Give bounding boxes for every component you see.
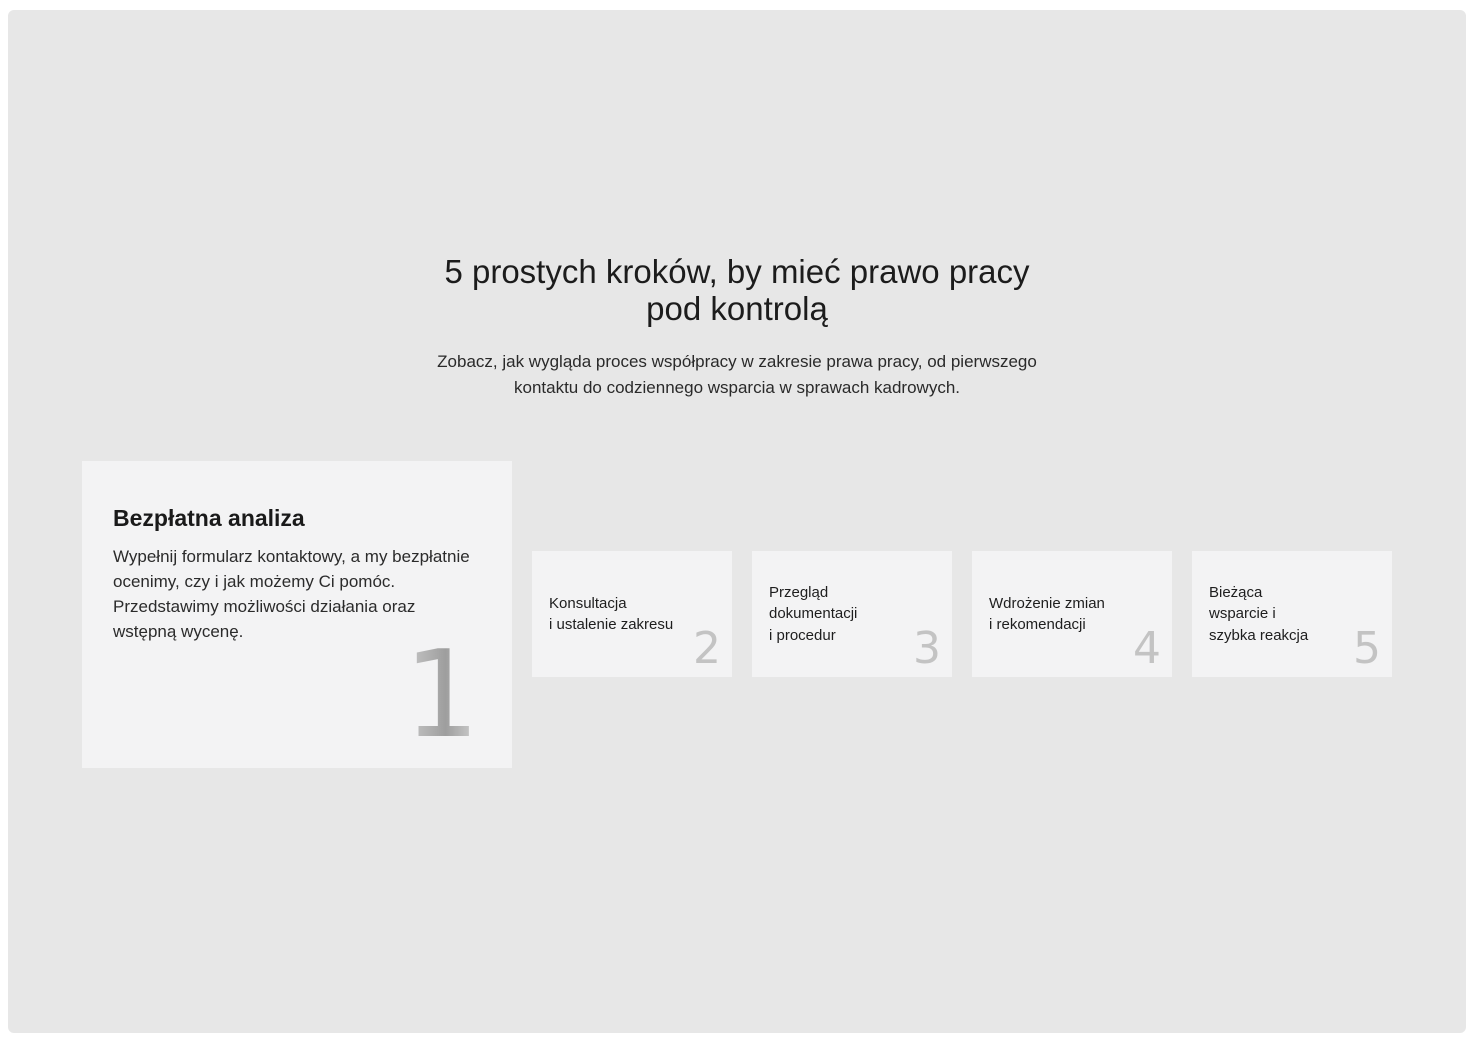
step-2-label <box>549 551 699 677</box>
step-card-4[interactable] <box>972 551 1172 677</box>
step-5-label-line: szybka reakcja <box>1209 626 1309 644</box>
step-2-label-line: i ustalenie zakresu <box>549 616 674 633</box>
section-title-line-1: 5 prostych kroków, by mieć prawo pracy <box>444 253 1030 290</box>
step-5-label <box>1209 551 1359 677</box>
section-title-line-2: pod kontrolą <box>646 290 828 327</box>
step-3-label-line: dokumentacji <box>769 605 858 623</box>
section-lead-line-1: Zobacz, jak wygląda proces współpracy w zakresie prawa pracy, od pierwszego <box>437 352 1037 371</box>
step-card-1-active[interactable] <box>82 461 512 768</box>
step-5-label-line: wsparcie i <box>1209 605 1276 623</box>
step-5-label-line: Bieżąca <box>1209 583 1263 601</box>
step-card-3[interactable] <box>752 551 952 677</box>
step-4-label <box>989 551 1139 677</box>
section-lead-line-2: kontaktu do codziennego wsparcia w sprawach kadrowych. <box>513 378 961 397</box>
step-1-number: 1 <box>403 626 480 765</box>
step-3-number: 3 <box>913 623 941 674</box>
step-3-label-line: Przegląd <box>769 583 829 601</box>
step-3-label-line: i procedur <box>769 626 836 644</box>
step-3-label <box>769 551 919 677</box>
step-card-2[interactable] <box>532 551 732 677</box>
section-title <box>0 253 1474 327</box>
step-4-number: 4 <box>1133 623 1161 674</box>
section-lead <box>0 349 1474 401</box>
step-1-description: Wypełnij formularz kontaktowy, a my bezpłatnie ocenimy, czy i jak możemy Ci pomóc. Przedstawimy możliwości działania oraz wstępną wycenę. <box>113 547 470 641</box>
step-2-number: 2 <box>693 623 721 674</box>
step-4-label-line: Wdrożenie zmian <box>989 594 1105 612</box>
step-4-label-line: i rekomendacji <box>989 616 1086 633</box>
step-1-title: Bezpłatna analiza <box>113 505 305 531</box>
step-5-number: 5 <box>1353 623 1381 674</box>
step-2-label-line: Konsultacja <box>549 594 627 612</box>
step-card-5[interactable] <box>1192 551 1392 677</box>
